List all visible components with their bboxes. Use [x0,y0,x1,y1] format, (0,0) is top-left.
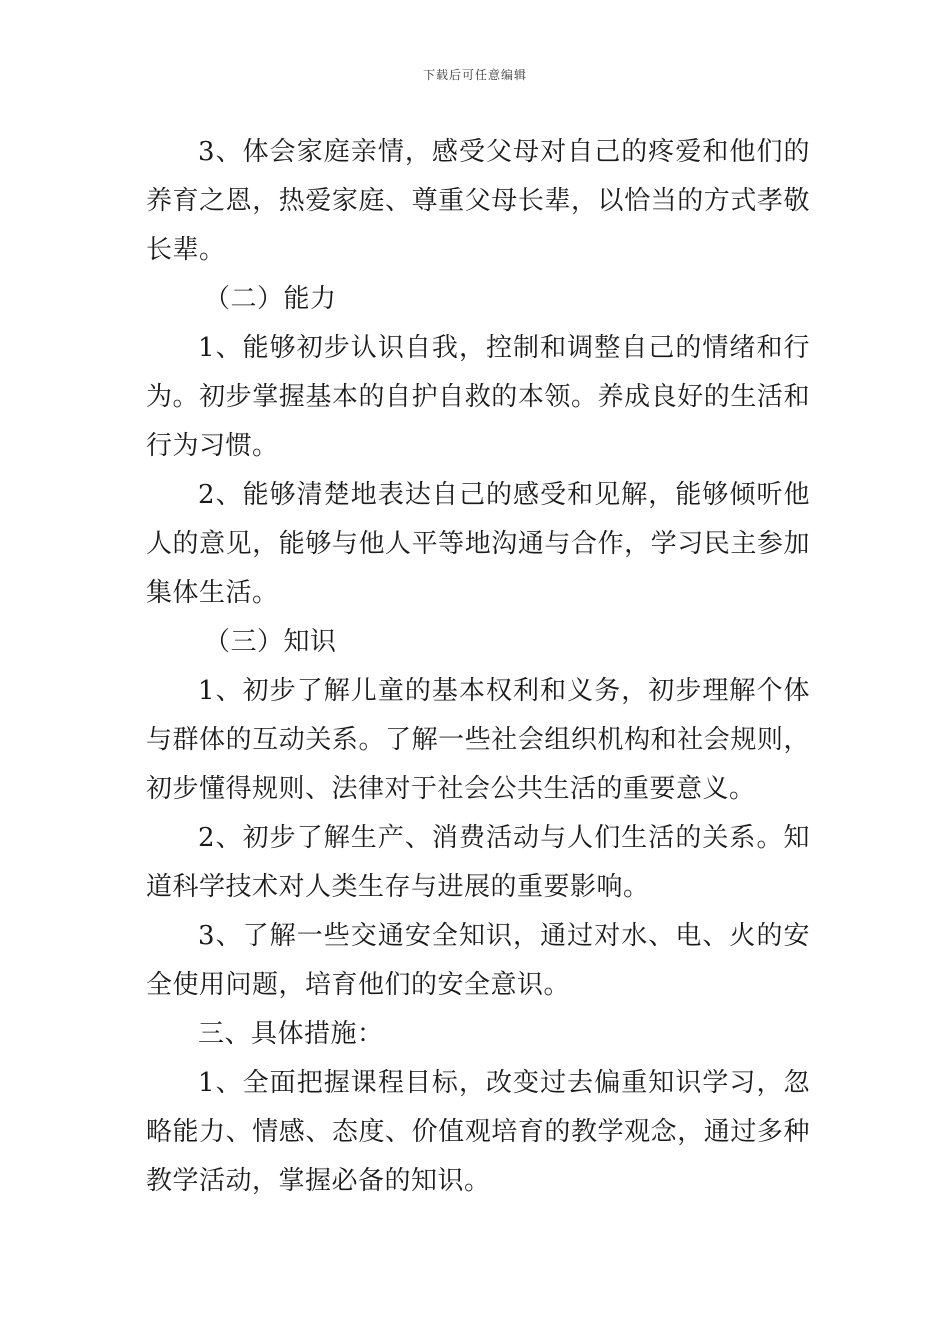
document-body [146,128,810,1206]
paragraph-family-affection: 3、体会家庭亲情，感受父母对自己的疼爱和他们的养育之恩，热爱家庭、尊重父母长辈，以恰当的方式孝敬长辈。 [146,137,810,265]
paragraph-course-goals: 1、全面把握课程目标，改变过去偏重知识学习，忽略能力、情感、态度、价值观培育的教学观念，通过多种教学活动，掌握必备的知识。 [146,1068,810,1196]
paragraph-self-awareness: 1、能够初步认识自我，控制和调整自己的情绪和行为。初步掌握基本的自护自救的本领。养成良好的生活和行为习惯。 [146,333,810,461]
paragraph-production-consumption: 2、初步了解生产、消费活动与人们生活的关系。知道科学技术对人类生存与进展的重要影响。 [146,823,810,902]
paragraph-communication: 2、能够清楚地表达自己的感受和见解，能够倾听他人的意见，能够与他人平等地沟通与合作，学习民主参加集体生活。 [146,480,810,608]
page-header: 下载后可任意编辑 [422,68,527,82]
paragraph-rights-duties: 1、初步了解儿童的基本权利和义务，初步理解个体与群体的互动关系。了解一些社会组织机构和社会规则，初步懂得规则、法律对于社会公共生活的重要意义。 [146,676,810,804]
section-heading-ability: （二）能力 [204,284,337,314]
section-heading-measures: 三、具体措施： [198,1019,384,1049]
paragraph-safety: 3、了解一些交通安全知识，通过对水、电、火的安全使用问题，培育他们的安全意识。 [146,921,810,1000]
section-heading-knowledge: （三）知识 [204,627,337,657]
